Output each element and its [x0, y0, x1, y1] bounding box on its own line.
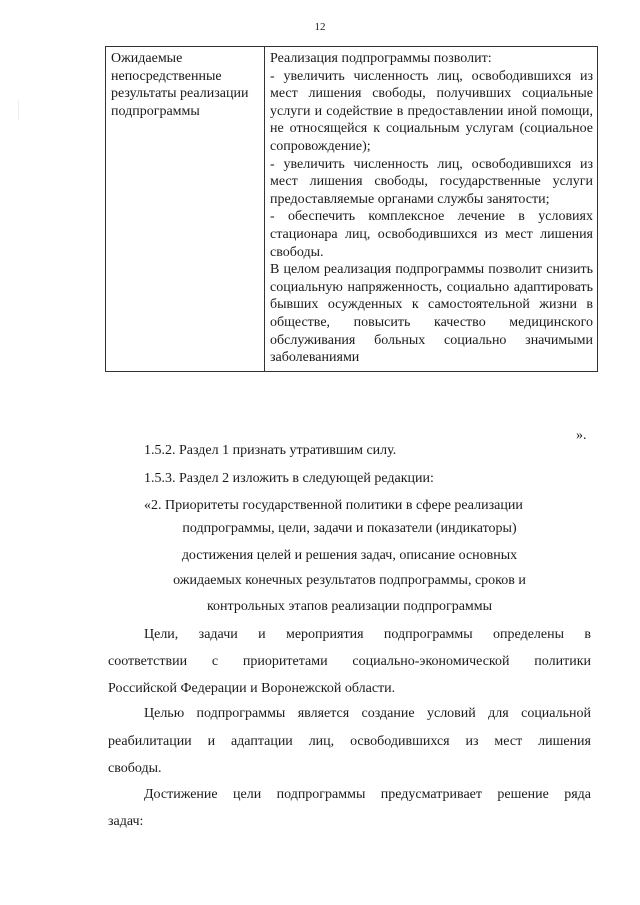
section-heading-line: «2. Приоритеты государственной политики в сфере реализации: [144, 498, 523, 513]
paragraph-line: Достижение цели подпрограммы предусматривает решение ряда: [144, 787, 591, 802]
table-row: [106, 47, 598, 372]
content-paragraph: - обеспечить комплексное лечение в условиях стационара лиц, освободившихся из мест лишения свободы.: [270, 209, 593, 260]
section-heading-line: достижения целей и решения задач, описание основных: [181, 548, 518, 563]
closing-quote: ».: [576, 428, 587, 443]
paragraph-line: реабилитации и адаптации лиц, освободившихся из мест лишения: [108, 734, 591, 749]
item-2: 1.5.3. Раздел 2 изложить в следующей редакции:: [144, 471, 434, 486]
label-line: непосредственные: [111, 68, 222, 84]
label-line: Ожидаемые: [111, 51, 183, 66]
paragraph-line: Целью подпрограммы является создание условий для социальной: [144, 706, 591, 721]
paragraph-line: Российской Федерации и Воронежской области.: [108, 681, 396, 696]
table-cell-label: [106, 47, 265, 372]
section-heading-line: контрольных этапов реализации подпрограммы: [206, 599, 493, 614]
paragraph-line: соответствии с приоритетами социально-экономической политики: [108, 654, 591, 669]
paragraph-line: задач:: [108, 814, 144, 829]
results-table: [105, 46, 598, 372]
content-paragraph: - увеличить численность лиц, освободившихся из мест лишения свободы, получивших социальные услуги и содействие в предоставлении иной помощи, не относящейся к социальным услугам (социальное сопровождение);: [270, 68, 593, 154]
paragraph-line: Цели, задачи и мероприятия подпрограммы определены в: [144, 627, 591, 642]
table-cell-content: [265, 47, 598, 372]
label-line: подпрограммы: [111, 103, 200, 119]
label-line: результаты реализации: [111, 86, 249, 102]
section-heading-line: подпрограммы, цели, задачи и показатели (индикаторы): [182, 521, 517, 536]
page-number: 12: [314, 21, 326, 33]
content-paragraph: Реализация подпрограммы позволит:: [270, 51, 492, 66]
item-1: 1.5.2. Раздел 1 признать утратившим силу.: [144, 443, 397, 458]
margin-mark: [18, 100, 19, 120]
content-paragraph: В целом реализация подпрограммы позволит снизить социальную напряженность, социально адаптировать бывших осужденных к самостоятельной жизни в обществе, повысить качество медицинского обслуживания больных социально значимыми заболеваниями: [270, 262, 593, 366]
paragraph-line: свободы.: [108, 761, 162, 776]
content-paragraph: - увеличить численность лиц, освободившихся из мест лишения свободы, государственные услуги предоставляемые органами службы занятости;: [270, 156, 593, 207]
section-heading-line: ожидаемых конечных результатов подпрограммы, сроков и: [173, 573, 526, 588]
